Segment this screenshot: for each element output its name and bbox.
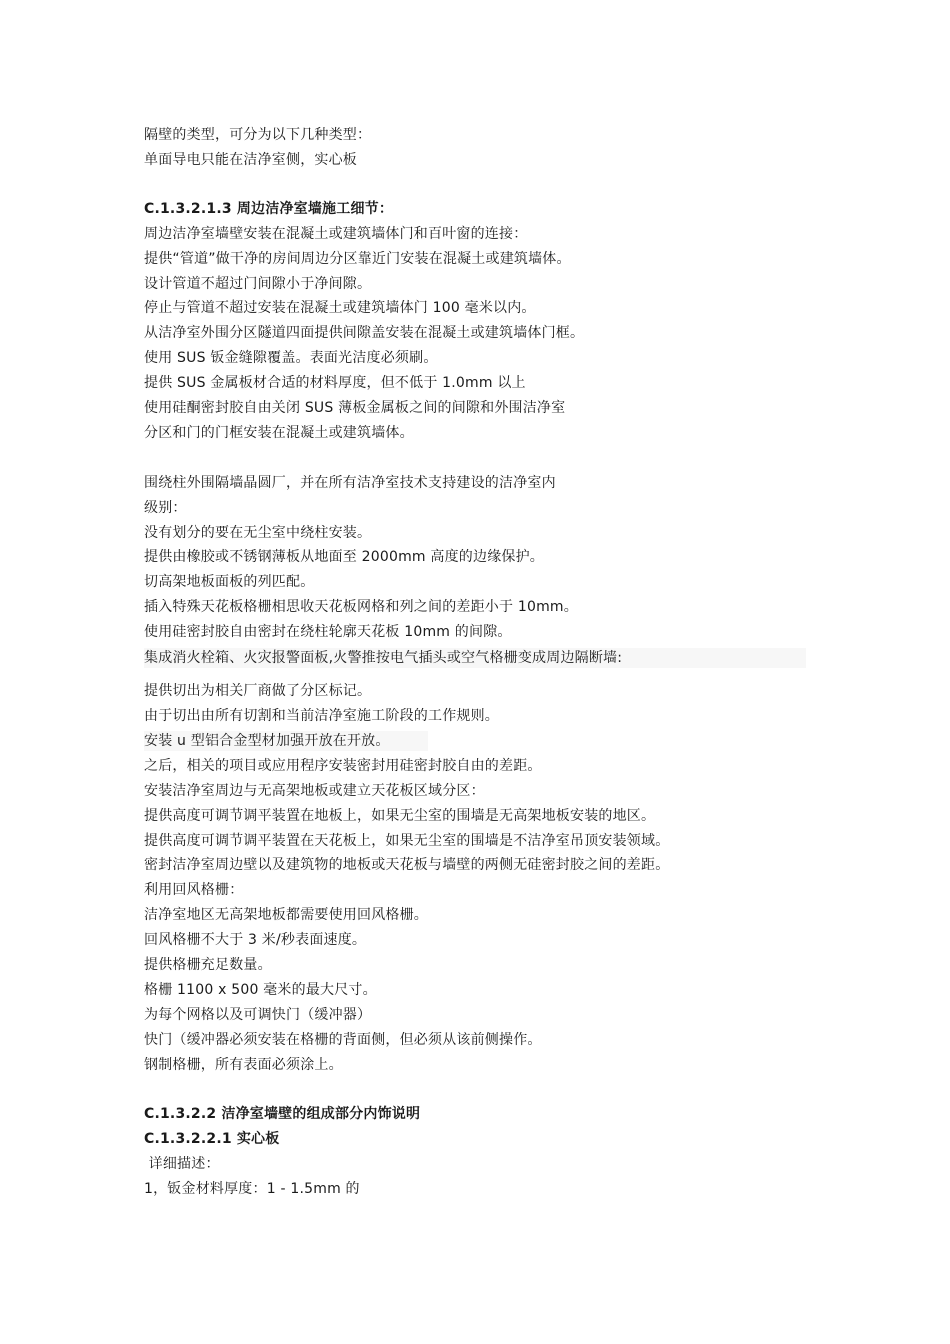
section-heading: C.1.3.2.2 洁净室墙壁的组成部分内饰说明: [144, 1106, 421, 1122]
text-line: 提供“管道”做干净的房间周边分区靠近门安装在混凝土或建筑墙体。: [144, 251, 571, 267]
text-line: 从洁净室外围分区隧道四面提供间隙盖安装在混凝土或建筑墙体门框。: [144, 325, 585, 341]
text-line: 插入特殊天花板格栅相思收天花板网格和列之间的差距小于 10mm。: [144, 599, 578, 615]
text-line: 隔壁的类型，可分为以下几种类型：: [144, 127, 372, 143]
text-line-highlighted: 安装 u 型铝合金型材加强开放在开放。: [144, 731, 428, 751]
text-line: 洁净室地区无高架地板都需要使用回风格栅。: [144, 907, 428, 923]
text-line: 回风格栅不大于 3 米/秒表面速度。: [144, 932, 367, 948]
text-line: 利用回风格栅：: [144, 882, 244, 898]
text-line: 周边洁净室墙壁安装在混凝土或建筑墙体门和百叶窗的连接：: [144, 226, 528, 242]
text-line: 安装洁净室周边与无高架地板或建立天花板区域分区：: [144, 783, 485, 799]
section-heading: C.1.3.2.2.1 实心板: [144, 1131, 280, 1147]
text-line: 提供 SUS 金属板材合适的材料厚度，但不低于 1.0mm 以上: [144, 375, 526, 391]
text-line: 围绕柱外围隔墙晶圆厂，并在所有洁净室技术支持建设的洁净室内: [144, 475, 556, 491]
text-line: 使用硅密封胶自由密封在绕柱轮廓天花板 10mm 的间隙。: [144, 624, 512, 640]
text-line: 由于切出由所有切割和当前洁净室施工阶段的工作规则。: [144, 708, 499, 724]
text-line: 钢制格栅，所有表面必须涂上。: [144, 1057, 343, 1073]
section-heading: C.1.3.2.1.3 周边洁净室墙施工细节：: [144, 201, 394, 217]
text-line: 之后，相关的项目或应用程序安装密封用硅密封胶自由的差距。: [144, 758, 542, 774]
text-line: 分区和门的门框安装在混凝土或建筑墙体。: [144, 425, 414, 441]
text-line: 提供高度可调节调平装置在天花板上，如果无尘室的围墙是不洁净室吊顶安装领域。: [144, 833, 670, 849]
text-line: 密封洁净室周边壁以及建筑物的地板或天花板与墙壁的两侧无硅密封胶之间的差距。: [144, 857, 670, 873]
text-line: 切高架地板面板的列匹配。: [144, 574, 315, 590]
text-line: 为每个网格以及可调快门（缓冲器）: [144, 1007, 372, 1023]
text-line: 详细描述：: [144, 1156, 220, 1172]
text-line: 格栅 1100 x 500 毫米的最大尺寸。: [144, 982, 377, 998]
text-line: 使用 SUS 钣金缝隙覆盖。表面光洁度必须刷。: [144, 350, 438, 366]
text-line: 1，钣金材料厚度：1 - 1.5mm 的: [144, 1181, 360, 1197]
text-line: 提供高度可调节调平装置在地板上，如果无尘室的围墙是无高架地板安装的地区。: [144, 808, 656, 824]
text-line: 提供由橡胶或不锈钢薄板从地面至 2000mm 高度的边缘保护。: [144, 549, 545, 565]
text-line: 快门（缓冲器必须安装在格栅的背面侧，但必须从该前侧操作。: [144, 1032, 542, 1048]
text-line: 提供格栅充足数量。: [144, 957, 272, 973]
text-line-highlighted: 集成消火栓箱、火灾报警面板,火警推按电气插头或空气格栅变成周边隔断墙:: [144, 648, 806, 668]
text-line: 没有划分的要在无尘室中绕柱安装。: [144, 525, 372, 541]
text-line: 使用硅酮密封胶自由关闭 SUS 薄板金属板之间的间隙和外围洁净室: [144, 400, 566, 416]
text-line: 停止与管道不超过安装在混凝土或建筑墙体门 100 毫米以内。: [144, 300, 536, 316]
text-line: 设计管道不超过门间隙小于净间隙。: [144, 276, 372, 292]
text-line: 单面导电只能在洁净室侧，实心板: [144, 152, 357, 168]
text-line: 级别：: [144, 500, 187, 516]
text-line: 提供切出为相关厂商做了分区标记。: [144, 683, 372, 699]
